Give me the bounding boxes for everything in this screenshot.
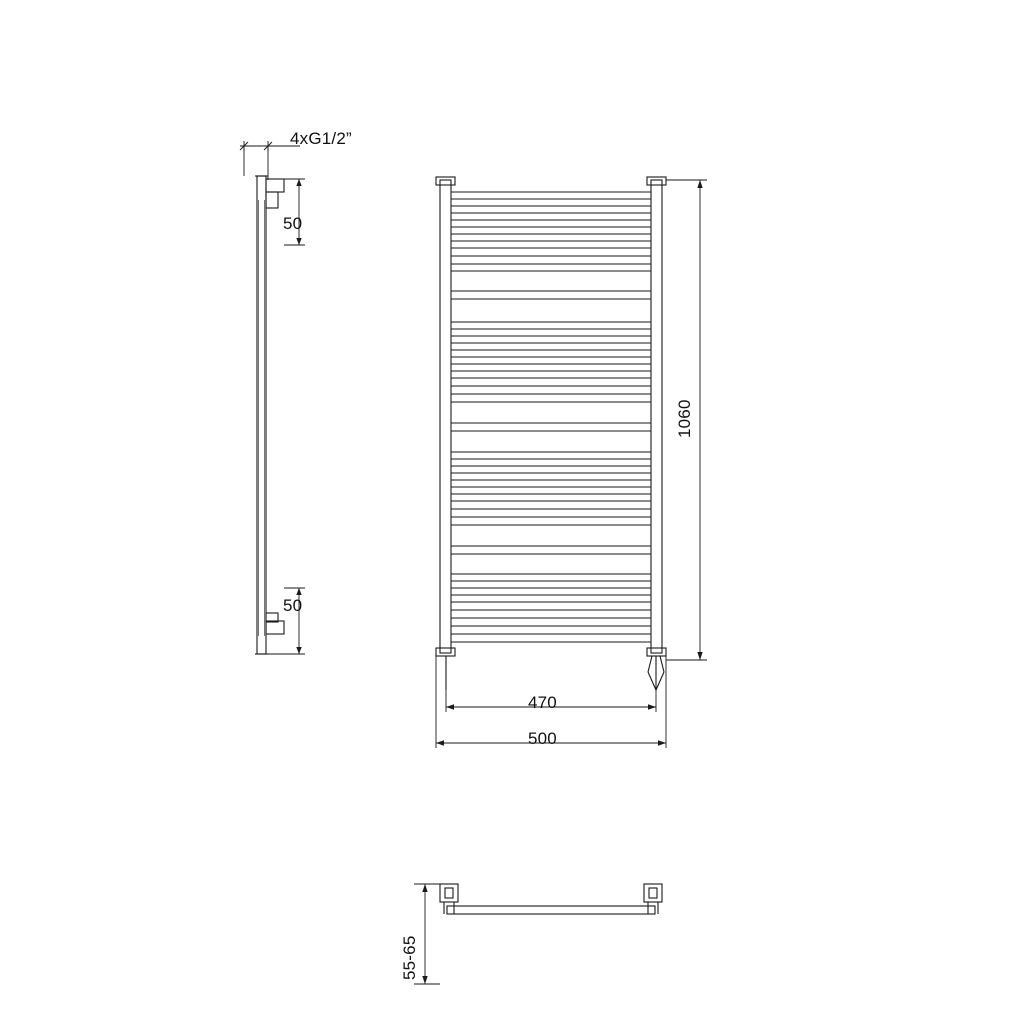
label-side-top-offset: 50 — [283, 214, 303, 233]
label-front-inner-width: 470 — [528, 693, 557, 712]
label-top-depth: 55-65 — [400, 935, 419, 980]
label-side-bottom-offset: 50 — [283, 596, 303, 615]
front-view-geometry — [436, 177, 666, 690]
side-view-top-offset-dimension — [284, 179, 305, 245]
label-connection-size: 4xG1/2” — [290, 129, 352, 148]
label-front-height: 1060 — [675, 399, 694, 438]
side-view-geometry — [255, 176, 284, 654]
top-view-geometry — [440, 884, 662, 914]
label-front-outer-width: 500 — [528, 729, 557, 748]
